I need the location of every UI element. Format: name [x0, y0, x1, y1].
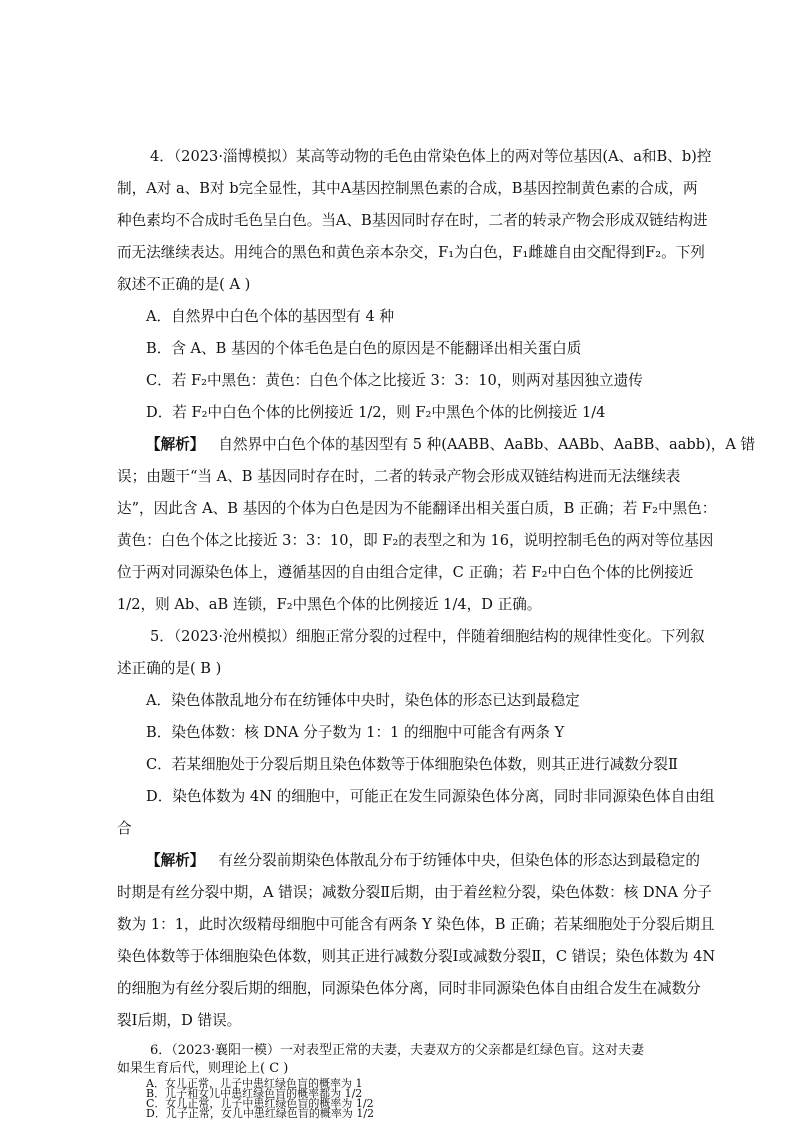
q5-analysis-line-5: 的细胞为有丝分裂后期的细胞，同源染色体分离，同时非同源染色体自由组合发生在减数分	[117, 980, 701, 997]
q4-option-a: A．自然界中白色个体的基因型有 4 种	[146, 308, 395, 325]
q4-option-c: C．若 F₂中黑色：黄色：白色个体之比接近 3：3：10，则两对基因独立遗传	[146, 372, 643, 389]
q6-option-c: C．女儿正常，儿子中患红绿色盲的概率为 1/2	[146, 1097, 374, 1110]
q5-option-c: C．若某细胞处于分裂后期且染色体数等于体细胞染色体数，则其正进行减数分裂Ⅱ	[146, 756, 678, 773]
q4-option-d: D．若 F₂中白色个体的比例接近 1/2，则 F₂中黑色个体的比例接近 1/4	[146, 404, 606, 421]
q5-option-a: A．染色体散乱地分布在纺锤体中央时，染色体的形态已达到最稳定	[146, 692, 580, 709]
q5-option-b: B．染色体数：核 DNA 分子数为 1：1 的细胞中可能含有两条 Y	[146, 724, 565, 741]
q5-option-d-continued: 合	[117, 820, 132, 837]
q5-stem-line-1: 5．（2023·沧州模拟）细胞正常分裂的过程中，伴随着细胞结构的规律性变化。下列叙	[150, 628, 705, 645]
q6-option-a: A．女儿正常，儿子中患红绿色盲的概率为 1	[146, 1077, 363, 1090]
q4-analysis-line-4: 黄色：白色个体之比接近 3：3：10，即 F₂的表型之和为 16，说明控制毛色的两对等位基因	[117, 532, 714, 549]
q4-analysis-line-1	[146, 435, 755, 455]
q4-stem-line-1: 4．（2023·淄博模拟）某高等动物的毛色由常染色体上的两对等位基因(A、a和B、b)控	[150, 148, 712, 165]
q4-stem-line-3: 种色素均不合成时毛色呈白色。当A、B基因同时存在时，二者的转录产物会形成双链结构进	[117, 212, 708, 229]
q5-option-d: D．染色体数为 4N 的细胞中，可能正在发生同源染色体分离，同时非同源染色体自由组	[146, 788, 715, 805]
q6-stem-line-1: 6．（2023·襄阳一模）一对表型正常的夫妻，夫妻双方的父亲都是红绿色盲。这对夫妻	[150, 1043, 644, 1058]
q4-analysis-text-1: 自然界中白色个体的基因型有 5 种(AABB、AaBb、AABb、AaBB、aabb)，A 错	[218, 436, 756, 453]
q5-analysis-line-4: 染色体数等于体细胞染色体数，则其正进行减数分裂Ⅰ或减数分裂Ⅱ，C 错误；染色体数为 4N	[117, 948, 716, 965]
q5-analysis-label: 【解析】	[146, 852, 205, 869]
q5-analysis-line-1	[146, 851, 700, 871]
q4-analysis-label: 【解析】	[146, 436, 205, 453]
q4-analysis-line-5: 位于两对同源染色体上，遵循基因的自由组合定律，C 正确；若 F₂中白色个体的比例接近	[117, 564, 694, 581]
q5-analysis-line-3: 数为 1：1，此时次级精母细胞中可能含有两条 Y 染色体，B 正确；若某细胞处于分裂后期且	[117, 916, 715, 933]
q4-stem-line-2: 制，A对 a、B对 b完全显性，其中A基因控制黑色素的合成，B基因控制黄色素的合成，两	[117, 180, 698, 197]
q4-analysis-line-6: 1/2，则 Ab、aB 连锁，F₂中黑色个体的比例接近 1/4，D 正确。	[117, 596, 542, 613]
q6-option-d: D．儿子正常，女儿中患红绿色盲的概率为 1/2	[146, 1107, 375, 1120]
q6-stem-line-2: 如果生育后代，则理论上( C )	[117, 1061, 289, 1076]
q4-stem-line-4: 而无法继续表达。用纯合的黑色和黄色亲本杂交，F₁为白色，F₁雌雄自由交配得到F₂。下列	[117, 244, 705, 261]
q5-stem-line-2: 述正确的是( B )	[117, 660, 222, 677]
q4-analysis-line-2: 误；由题干“当 A、B 基因同时存在时，二者的转录产物会形成双链结构进而无法继续表	[117, 468, 681, 485]
q5-analysis-text-1: 有丝分裂前期染色体散乱分布于纺锤体中央，但染色体的形态达到最稳定的	[218, 852, 700, 869]
q6-option-b: B．儿子和女儿中患红绿色盲的概率都为 1/2	[146, 1087, 363, 1100]
q4-analysis-line-3: 达”，因此含 A、B 基因的个体为白色是因为不能翻译出相关蛋白质，B 正确；若 F₂中黑色：	[117, 500, 717, 517]
q4-stem-line-5: 叙述不正确的是( A )	[117, 276, 251, 293]
q5-analysis-line-6: 裂Ⅰ后期，D 错误。	[117, 1012, 242, 1029]
q4-option-b: B．含 A、B 基因的个体毛色是白色的原因是不能翻译出相关蛋白质	[146, 340, 582, 357]
q5-analysis-line-2: 时期是有丝分裂中期，A 错误；减数分裂Ⅱ后期，由于着丝粒分裂，染色体数：核 DNA 分子	[117, 884, 712, 901]
